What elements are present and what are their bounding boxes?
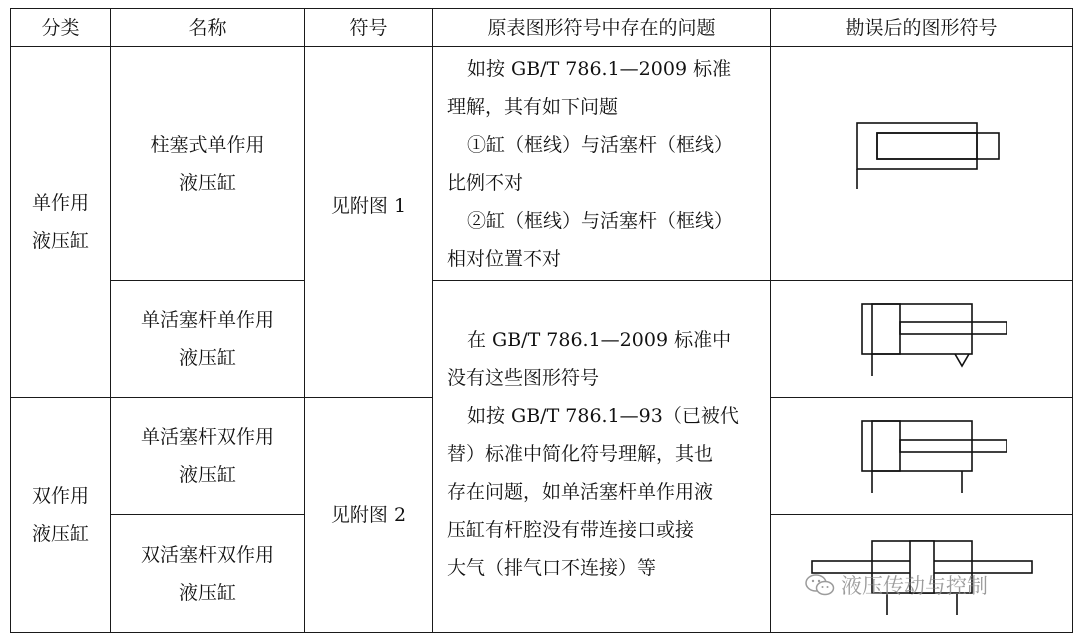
issue-shared [433, 281, 771, 633]
issue-line: 如按 GB/T 786.1—93（已被代 [467, 405, 739, 427]
name-single-rod-double [111, 398, 305, 515]
category-line: 液压缸 [31, 523, 89, 545]
watermark [805, 570, 988, 600]
symbol-ref-1: 见附图 1 [305, 47, 433, 398]
name-line: 液压缸 [178, 581, 236, 604]
corrected-symbol-single-rod-double [771, 398, 1073, 515]
table-row [11, 47, 1073, 281]
name-single-rod-single [111, 281, 305, 398]
table-row [11, 281, 1073, 398]
name-line: 液压缸 [178, 464, 236, 486]
name-line: 单活塞杆单作用 [140, 309, 274, 331]
category-line: 双作用 [31, 485, 89, 507]
header-category: 分类 [11, 9, 111, 47]
name-line: 柱塞式单作用 [150, 133, 265, 156]
name-line: 双活塞杆双作用 [140, 543, 274, 566]
name-line: 单活塞杆双作用 [140, 426, 274, 448]
category-single-acting [11, 47, 111, 398]
correction-table [10, 8, 1073, 633]
symbol-ref-2: 见附图 2 [305, 398, 433, 633]
header-symbol: 符号 [305, 9, 433, 47]
issue-line: 存在问题，如单活塞杆单作用液 [447, 481, 714, 503]
category-line: 单作用 [31, 192, 89, 214]
corrected-symbol-plunger [771, 47, 1073, 281]
corrected-symbol-single-rod-single [771, 281, 1073, 398]
category-double-acting [11, 398, 111, 633]
issue-line: 相对位置不对 [447, 247, 562, 270]
issue-line: ②缸（框线）与活塞杆（框线） [467, 209, 734, 232]
wechat-icon [805, 573, 835, 597]
single-rod-single-acting-symbol [837, 294, 1007, 384]
name-line: 液压缸 [178, 347, 236, 369]
name-plunger-single [111, 47, 305, 281]
issue-line: 比例不对 [447, 171, 524, 194]
name-double-rod-double [111, 515, 305, 633]
issue-line: 压缸有杆腔没有带连接口或接 [447, 519, 695, 541]
category-line: 液压缸 [31, 230, 89, 252]
header-problem: 原表图形符号中存在的问题 [433, 9, 771, 47]
name-line: 液压缸 [178, 171, 236, 194]
issue-single-plunger [433, 47, 771, 281]
single-rod-double-acting-symbol [837, 411, 1007, 501]
issue-line: 在 GB/T 786.1—2009 标准中 [467, 329, 732, 351]
plunger-cylinder-symbol [837, 119, 1007, 209]
issue-line: 替）标准中简化符号理解，其也 [447, 443, 714, 465]
issue-line: 没有这些图形符号 [447, 367, 600, 389]
issue-line: ①缸（框线）与活塞杆（框线） [467, 133, 734, 156]
issue-line: 如按 GB/T 786.1—2009 标准 [467, 57, 732, 80]
header-row [11, 9, 1073, 47]
header-name: 名称 [111, 9, 305, 47]
header-corrected: 勘误后的图形符号 [771, 9, 1073, 47]
watermark-text: 液压传动与控制 [841, 574, 988, 598]
issue-line: 理解，其有如下问题 [447, 95, 619, 118]
issue-line: 大气（排气口不连接）等 [447, 557, 657, 579]
